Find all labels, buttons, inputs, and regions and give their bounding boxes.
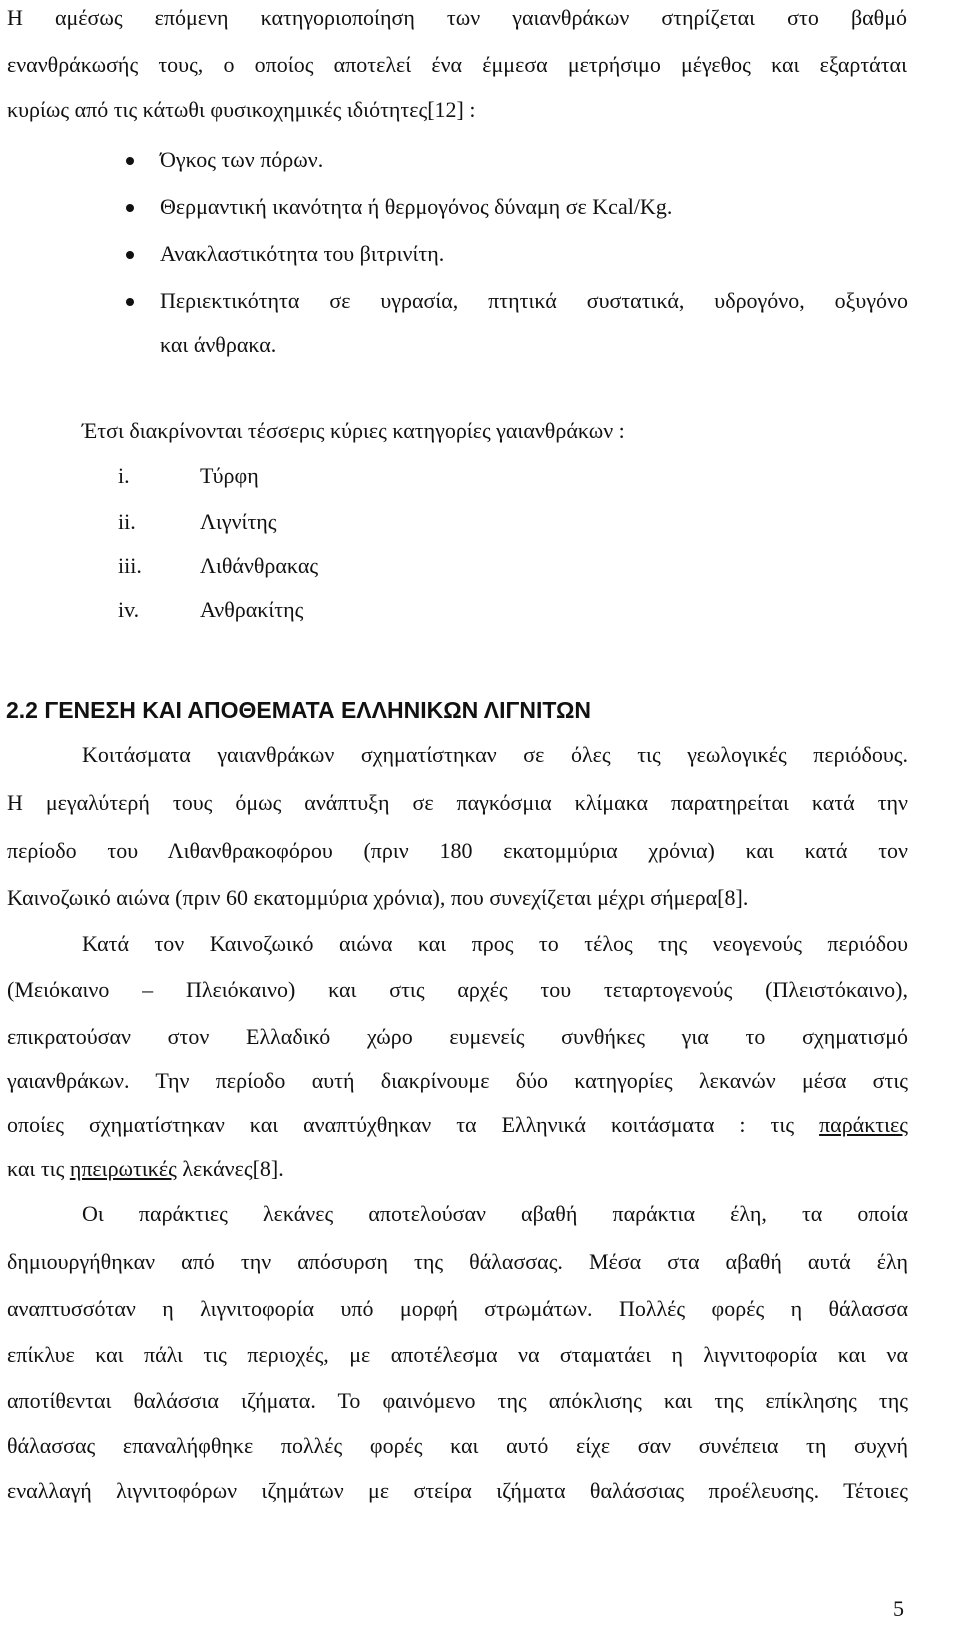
paragraph-line: περίοδο του Λιθανθρακοφόρου (πριν 180 εκατομμύρια χρόνια) και κατά τον bbox=[7, 838, 908, 863]
bullet-dot bbox=[126, 251, 134, 259]
paragraph-line: (Μειόκαινο – Πλειόκαινο) και στις αρχές του τεταρτογενούς (Πλειστόκαινο), bbox=[7, 977, 908, 1002]
underlined-term: παράκτιες bbox=[819, 1112, 908, 1137]
underlined-term: ηπειρωτικές bbox=[69, 1156, 177, 1181]
paragraph-line: αποτίθενται θαλάσσια ιζήματα. Το φαινόμενο της απόκλισης και της επίκλησης της bbox=[7, 1388, 908, 1413]
paragraph-line: Οι παράκτιες λεκάνες αποτελούσαν αβαθή παράκτια έλη, τα οποία bbox=[82, 1201, 908, 1226]
paragraph-line: αναπτυσσόταν η λιγνιτοφορία υπό μορφή στρωμάτων. Πολλές φορές η θάλασσα bbox=[7, 1296, 908, 1321]
paragraph-line: Κοιτάσματα γαιανθράκων σχηματίστηκαν σε όλες τις γεωλογικές περιόδους. bbox=[82, 742, 908, 767]
categories-intro: Έτσι διακρίνονται τέσσερις κύριες κατηγορίες γαιανθράκων : bbox=[82, 418, 625, 443]
paragraph-line: Η μεγαλύτερή τους όμως ανάπτυξη σε παγκόσμια κλίμακα παρατηρείται κατά την bbox=[7, 790, 908, 815]
category-label: Λιθάνθρακας bbox=[200, 553, 319, 578]
paragraph-text: λεκάνες[8]. bbox=[176, 1156, 284, 1181]
intro-line: Η αμέσως επόμενη κατηγοριοποίηση των γαιανθράκων στηρίζεται στο βαθμό bbox=[7, 5, 907, 30]
paragraph-text: και τις bbox=[7, 1156, 70, 1181]
bullet-item: Περιεκτικότητα σε υγρασία, πτητικά συστατικά, υδρογόνο, οξυγόνο bbox=[160, 288, 908, 313]
category-label: Τύρφη bbox=[200, 463, 259, 488]
bullet-item: Όγκος των πόρων. bbox=[160, 147, 324, 172]
paragraph-line: εναλλαγή λιγνιτοφόρων ιζημάτων με στείρα ιζήματα θαλάσσιας προέλευσης. Τέτοιες bbox=[7, 1478, 908, 1503]
bullet-dot bbox=[126, 298, 134, 306]
category-number: iv. bbox=[118, 597, 140, 622]
page-number: 5 bbox=[893, 1596, 904, 1621]
paragraph-line: θάλασσας επαναλήφθηκε πολλές φορές και αυτό είχε σαν συνέπεια τη συχνή bbox=[7, 1433, 908, 1458]
paragraph-line: δημιουργήθηκαν από την απόσυρση της θάλασσας. Μέσα στα αβαθή αυτά έλη bbox=[7, 1249, 908, 1274]
bullet-dot bbox=[126, 204, 134, 212]
category-number: iii. bbox=[118, 553, 142, 578]
paragraph-line: Κατά τον Καινοζωικό αιώνα και προς το τέλος της νεογενούς περιόδου bbox=[82, 931, 908, 956]
bullet-item: Ανακλαστικότητα του βιτρινίτη. bbox=[160, 241, 445, 266]
bullet-item: Θερμαντική ικανότητα ή θερμογόνος δύναμη σε Kcal/Kg. bbox=[160, 194, 673, 219]
paragraph-line bbox=[7, 1112, 908, 1138]
category-label: Ανθρακίτης bbox=[200, 597, 304, 622]
paragraph-line: γαιανθράκων. Την περίοδο αυτή διακρίνουμε δύο κατηγορίες λεκανών μέσα στις bbox=[7, 1068, 908, 1093]
paragraph-line: επίκλυε και πάλι τις περιοχές, με αποτέλεσμα να σταματάει η λιγνιτοφορία και να bbox=[7, 1342, 908, 1367]
bullet-item-continuation: και άνθρακα. bbox=[160, 332, 277, 357]
paragraph-line: Καινοζωικό αιώνα (πριν 60 εκατομμύρια χρόνια), που συνεχίζεται μέχρι σήμερα[8]. bbox=[7, 885, 749, 910]
section-heading: 2.2 ΓΕΝΕΣΗ ΚΑΙ ΑΠΟΘΕΜΑΤΑ ΕΛΛΗΝΙΚΩΝ ΛΙΓΝΙΤΩΝ bbox=[6, 697, 592, 723]
category-label: Λιγνίτης bbox=[200, 509, 277, 534]
paragraph-text: οποίες σχηματίστηκαν και αναπτύχθηκαν τα Ελληνικά κοιτάσματα : τις bbox=[7, 1112, 820, 1137]
intro-line: κυρίως από τις κάτωθι φυσικοχημικές ιδιότητες[12] : bbox=[7, 97, 476, 122]
category-number: i. bbox=[118, 463, 130, 488]
category-number: ii. bbox=[118, 509, 136, 534]
paragraph-line: επικρατούσαν στον Ελλαδικό χώρο ευμενείς συνθήκες για το σχηματισμό bbox=[7, 1024, 908, 1049]
bullet-dot bbox=[126, 157, 134, 165]
paragraph-line bbox=[7, 1156, 284, 1182]
intro-line: ενανθράκωσής τους, ο οποίος αποτελεί ένα έμμεσα μετρήσιμο μέγεθος και εξαρτάται bbox=[7, 52, 907, 77]
